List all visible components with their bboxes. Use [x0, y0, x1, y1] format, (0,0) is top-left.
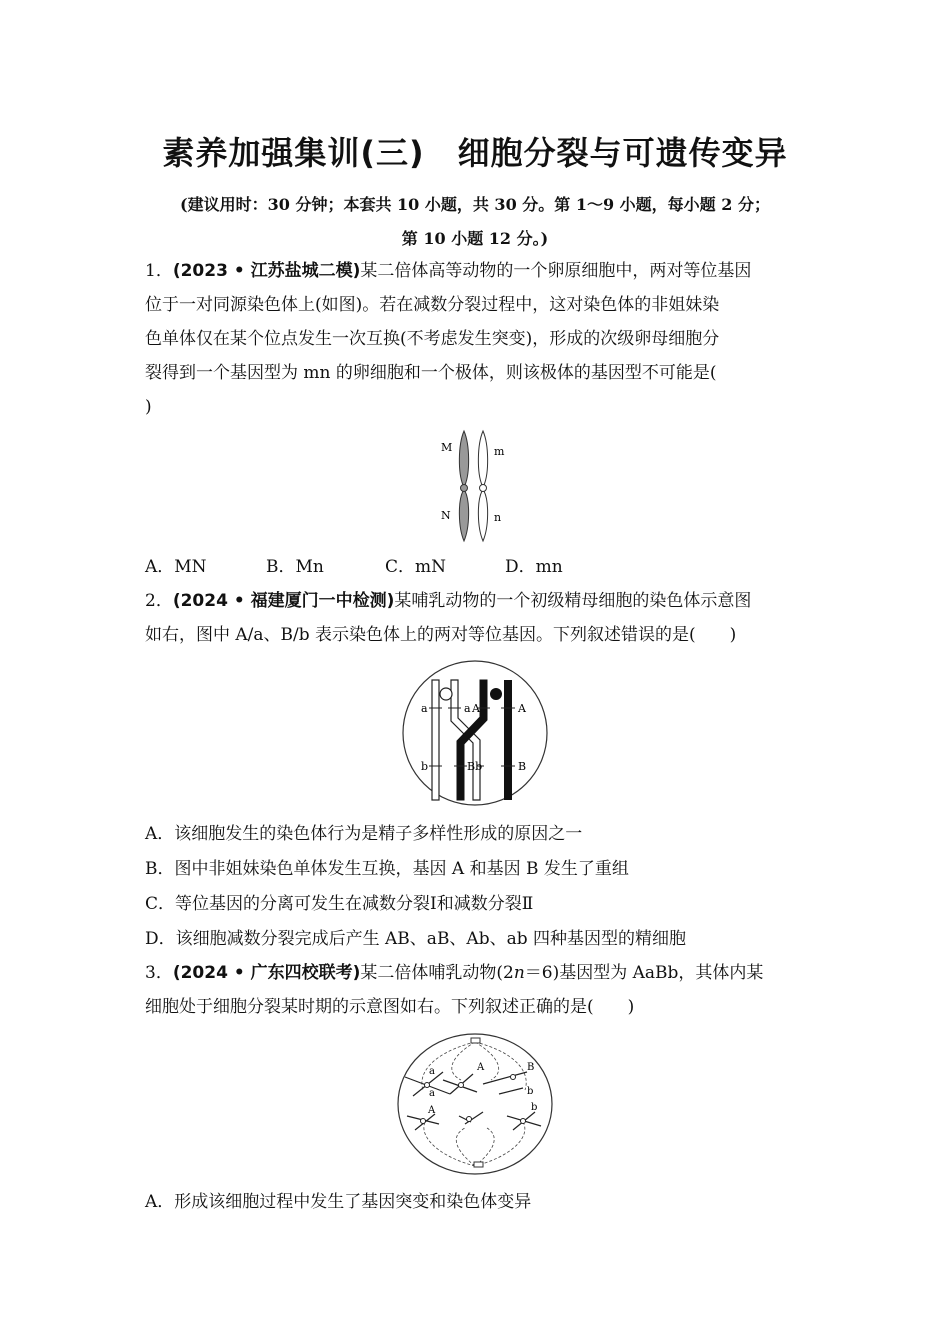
q3-source: (2024 • 广东四校联考): [172, 963, 361, 983]
label-a-1: a: [421, 702, 428, 715]
q3-number: 3．: [145, 963, 173, 983]
label-b-2: b: [531, 1102, 538, 1113]
q2-cell-figure: [400, 658, 550, 810]
q1-line-3: 色单体仅在某个位点发生一次互换(不考虑发生突变)，形成的次级卵母细胞分: [145, 329, 720, 349]
q3-cell-figure: [395, 1032, 555, 1177]
q1-source: (2023 • 江苏盐城二模): [172, 261, 361, 281]
label-b-1: b: [421, 760, 429, 773]
label-b-1: b: [527, 1086, 534, 1097]
q2-line-2: 如右，图中 A/a、B/b 表示染色体上的两对等位基因。下列叙述错误的是( ): [145, 625, 737, 645]
label-Bb: Bb: [467, 760, 483, 773]
label-a-2: a: [429, 1088, 435, 1099]
q2-number: 2．: [145, 591, 173, 611]
label-a-2: a: [464, 702, 471, 715]
q1-option-a[interactable]: A．MN: [145, 557, 207, 577]
q1-option-b[interactable]: B．Mn: [266, 557, 324, 577]
page-title: 素养加强集训(三) 细胞分裂与可遗传变异: [162, 134, 788, 172]
label-A-1: A: [477, 1062, 485, 1073]
q1-number: 1．: [145, 261, 173, 281]
q1-chromosome-figure: [430, 425, 520, 545]
label-A-2: A: [518, 702, 526, 715]
q3-line-2: 细胞处于细胞分裂某时期的示意图如右。下列叙述正确的是( ): [145, 997, 635, 1017]
label-M: M: [441, 441, 453, 454]
chromosome-dark: [459, 431, 468, 541]
instruction-line-2: 第 10 小题 12 分。): [401, 229, 549, 248]
q2-option-c[interactable]: C．等位基因的分离可发生在减数分裂Ⅰ和减数分裂Ⅱ: [145, 894, 534, 914]
q3-text-1b: ＝6)基因型为 AaBb，其体内某: [524, 963, 764, 983]
instruction-line-1: (建议用时：30 分钟；本套共 10 小题，共 30 分。第 1～9 小题，每小题 2 分；: [180, 195, 770, 214]
q3-text-n: n: [513, 963, 525, 983]
q2-source: (2024 • 福建厦门一中检测): [172, 591, 395, 611]
q2-option-b[interactable]: B．图中非姐妹染色单体发生互换，基因 A 和基因 B 发生了重组: [145, 859, 629, 879]
q2-line-1: [145, 590, 751, 612]
label-n: n: [494, 511, 502, 524]
q1-line-2: 位于一对同源染色体上(如图)。若在减数分裂过程中，这对染色体的非姐妹染: [145, 295, 720, 315]
label-A-1: A: [472, 702, 480, 715]
label-m: m: [494, 445, 505, 458]
q2-option-d[interactable]: D．该细胞减数分裂完成后产生 AB、aB、Ab、ab 四种基因型的精细胞: [145, 929, 687, 949]
q1-text-1: 某二倍体高等动物的一个卵原细胞中，两对等位基因: [360, 261, 752, 281]
q3-option-a[interactable]: A．形成该细胞过程中发生了基因突变和染色体变异: [145, 1192, 532, 1212]
label-A-2: A: [428, 1105, 436, 1116]
q1-line-1: [145, 260, 751, 282]
label-B: B: [527, 1062, 535, 1073]
label-N: N: [441, 509, 451, 522]
label-a-1: a: [429, 1066, 435, 1077]
q1-option-c[interactable]: C．mN: [385, 557, 447, 577]
chromosome-light: [478, 431, 487, 541]
label-B: B: [518, 760, 527, 773]
q3-text-1a: 某二倍体哺乳动物(2: [360, 963, 514, 983]
q1-line-4: 裂得到一个基因型为 mn 的卵细胞和一个极体，则该极体的基因型不可能是(: [145, 363, 717, 383]
chromatid-1: [432, 680, 439, 800]
q1-line-5: ): [145, 397, 152, 417]
q1-option-d[interactable]: D．mn: [505, 557, 563, 577]
q2-text-1: 某哺乳动物的一个初级精母细胞的染色体示意图: [394, 591, 752, 611]
q3-line-1: [145, 962, 763, 984]
q2-option-a[interactable]: A．该细胞发生的染色体行为是精子多样性形成的原因之一: [145, 824, 583, 844]
chromatid-4: [504, 680, 512, 800]
